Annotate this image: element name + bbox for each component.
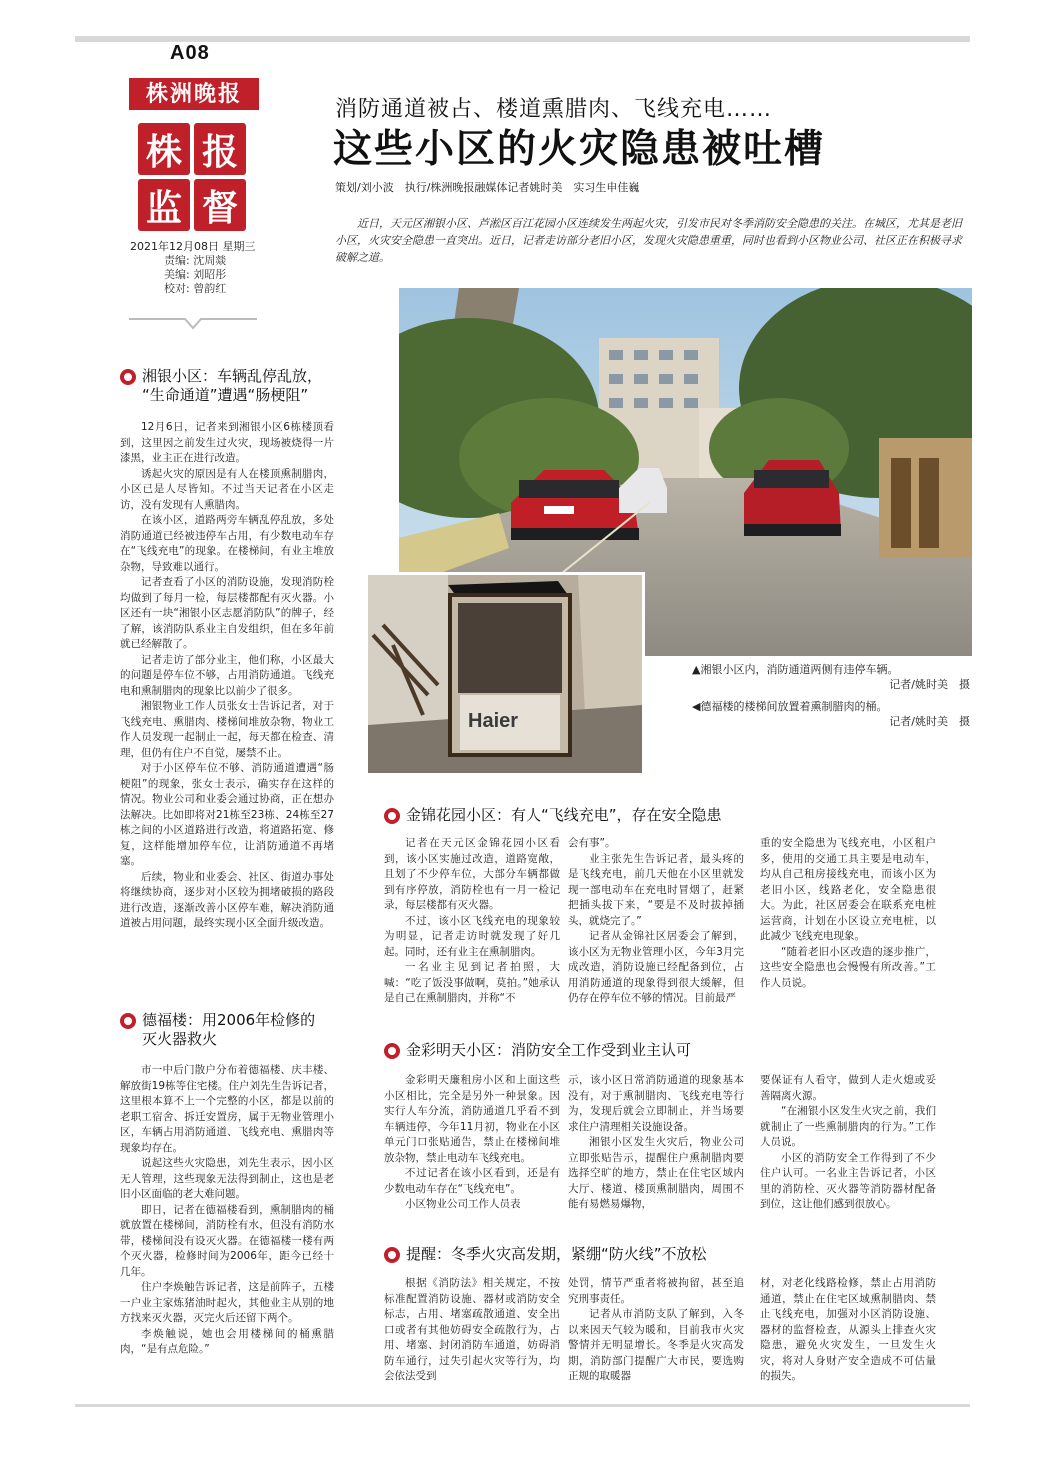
section-bullet-icon xyxy=(384,1043,400,1059)
section-jincai-col3 xyxy=(760,1073,936,1213)
section-defu-header xyxy=(120,1011,315,1049)
paragraph: 湘银小区发生火灾后，物业公司立即张贴告示，提醒住户熏制腊肉要选择空旷的地方，禁止在住宅区域内大厅、楼道、楼顶熏制腊肉，周围不能有易燃易爆物， xyxy=(568,1136,744,1210)
section-jinjin-col2 xyxy=(568,836,744,1007)
chevron-divider-icon xyxy=(129,318,257,330)
section-bullet-icon xyxy=(120,1013,136,1029)
section-jincai-header xyxy=(384,1041,691,1060)
paragraph: 记者从市消防支队了解到，入冬以来因天气较为暖和，目前我市火灾警情并无明显增长。冬季是火灾高发期，消防部门提醒广大市民，要选购正规的取暖器 xyxy=(568,1308,744,1382)
seal-char-2: 报 xyxy=(194,123,246,175)
paragraph: 示，该小区日常消防通道的现象基本没有，对于熏制腊肉、飞线充电等行为，发现后就会立即制止，并当场要求住户清理相关设施设备。 xyxy=(568,1074,744,1133)
paragraph: 不过记者在该小区看到，还是有少数电动车存在“飞线充电”。 xyxy=(384,1167,560,1195)
section-jincai-col2 xyxy=(568,1073,744,1213)
paragraph: “随着老旧小区改造的逐步推广，这些安全隐患也会慢慢有所改善。”工作人员说。 xyxy=(760,945,936,989)
seal-char-1: 株 xyxy=(138,123,190,175)
section-reminder-header xyxy=(384,1245,707,1264)
paragraph: 在该小区，道路两旁车辆乱停乱放，多处消防通道已经被违停车占用，有少数电动车存在“飞线充电”的现象。在楼梯间，有业主堆放杂物，导致难以通行。 xyxy=(120,514,334,573)
section-reminder-col1 xyxy=(384,1276,560,1385)
paragraph: 即日，记者在德福楼看到，熏制腊肉的桶就放置在楼梯间，消防栓有水，但没有消防水带，楼梯间没有设灭火器。在德福楼一楼有两个灭火器，检修时间为2006年，距今已经十几年。 xyxy=(120,1203,334,1278)
paragraph: 市一中后门散户分布着德福楼、庆丰楼、解放街19栋等住宅楼。住户刘先生告诉记者，这里根本算不上一个完整的小区，都是以前的老职工宿舍、拆迁安置房，属于无物业管理小区，车辆占用消防通道、飞线充电、熏腊肉等现象均存在。 xyxy=(120,1064,334,1154)
paragraph: 要保证有人看守，做到人走火熄或妥善隔离火源。 xyxy=(760,1074,936,1102)
section-xiangyin-header xyxy=(120,367,322,405)
seal-char-3: 监 xyxy=(138,179,190,231)
caption-photo1-text: ▲湘银小区内，消防通道两侧有违停车辆。 xyxy=(692,663,899,676)
paragraph: 处罚，情节严重者将被拘留，甚至追究刑事责任。 xyxy=(568,1277,744,1305)
caption-photo2-credit: 记者/姚时美 摄 xyxy=(889,715,970,728)
seal-char-4: 督 xyxy=(194,179,246,231)
paragraph: 记者在天元区金锦花园小区看到，该小区实施过改造，道路宽敞，且划了不少停车位，大部分车辆都做到有序停放，消防栓也有一月一检记录，每层楼都有灭火器。 xyxy=(384,837,560,911)
caption-photo2 xyxy=(692,699,970,729)
paragraph: 记者走访了部分业主，他们称，小区最大的问题是停车位不够，占用消防通道。飞线充电和熏制腊肉的现象比以前少了很多。 xyxy=(120,653,334,697)
paragraph: 一名业主见到记者拍照，大喊：“吃了饭没事做啊，莫拍。”她承认是自己在熏制腊肉，并称“不 xyxy=(384,961,560,1004)
paragraph: 记者查看了小区的消防设施，发现消防栓均做到了每月一检，每层楼都配有灭火器。小区还有一块“湘银小区志愿消防队”的牌子，经了解，该消防队系业主自发组织，但在多年前就已经解散了。 xyxy=(120,576,334,650)
lead-paragraph: 近日，天元区湘银小区、芦淞区百江花园小区连续发生两起火灾，引发市民对冬季消防安全隐患的关注。在城区，尤其是老旧小区，火灾安全隐患一直突出。近日，记者走访部分老旧小区，发现火灾隐患重重，同时也看到小区物业公司、社区正在积极寻求破解之道。 xyxy=(335,217,962,264)
section-defu-title-2: 灭火器救火 xyxy=(142,1030,218,1048)
section-defu-body xyxy=(120,1063,334,1358)
paragraph: 后续，物业和业委会、社区、街道办事处将继续协商，逐步对小区较为拥堵破损的路段进行改造，逐渐改善小区停车难，解决消防通道被占用问题，最终实现小区全面升级改造。 xyxy=(120,870,334,929)
section-bullet-icon xyxy=(384,808,400,824)
masthead-logo: 株洲晚报 xyxy=(129,78,259,110)
issue-date: 2021年12月08日 星期三 xyxy=(130,240,256,253)
paragraph: 说起这些火灾隐患，刘先生表示，因小区无人管理，这些现象无法得到制止，这也是老旧小区面临的老大难问题。 xyxy=(120,1157,334,1200)
issue-meta xyxy=(130,240,270,296)
paragraph: 重的安全隐患为飞线充电，小区租户多，使用的交通工具主要是电动车，均从自己租房接线充电，而该小区为老旧小区，线路老化，安全隐患很大。为此，社区居委会在联系充电桩运营商，计划在小区设立充电桩，以此减少飞线充电现象。 xyxy=(760,837,936,942)
paragraph: 住户李焕触告诉记者，这是前阵子，五楼一户业主家炼猪油时起火，其他业主从别的地方找来灭火器，灭完火后还留下两个。 xyxy=(120,1281,334,1324)
section-xiangyin-body xyxy=(120,420,334,932)
paragraph: 不过，该小区飞线充电的现象较为明显，记者走访时就发现了好几起。同时，还有业主在熏制腊肉。 xyxy=(384,914,560,958)
section-xiangyin-title-2: “生命通道”遭遇“肠梗阻” xyxy=(142,386,309,404)
section-bullet-icon xyxy=(120,369,136,385)
staff-proofreader: 校对: 曾韵红 xyxy=(164,282,227,295)
section-reminder-col2 xyxy=(568,1276,744,1385)
section-jinjin-title: 金锦花园小区：有人“飞线充电”，存在安全隐患 xyxy=(406,806,722,824)
paragraph: 湘银物业工作人员张女士告诉记者，对于飞线充电、熏腊肉、楼梯间堆放杂物，物业工作人员发现一起制止一起，每天都在检查、清理，但仍有住户不自觉，屡禁不止。 xyxy=(120,700,334,759)
section-jinjin-col3 xyxy=(760,836,936,991)
paragraph: 会有事”。 xyxy=(568,837,616,849)
section-jincai-title: 金彩明天小区：消防安全工作受到业主认可 xyxy=(406,1041,692,1059)
section-jinjin-header xyxy=(384,806,722,825)
svg-text:Haier: Haier xyxy=(468,710,519,732)
headline-title: 这些小区的火灾隐患被吐槽 xyxy=(333,127,826,172)
section-reminder-title: 提醒：冬季火灾高发期，紧绷“防火线”不放松 xyxy=(406,1245,707,1263)
page-number: A08 xyxy=(170,42,210,64)
section-jincai-col1 xyxy=(384,1073,560,1213)
caption-photo1-credit: 记者/姚时美 摄 xyxy=(889,678,970,691)
headline-subtitle: 消防通道被占、楼道熏腊肉、飞线充电…… xyxy=(335,97,773,122)
caption-photo1 xyxy=(692,662,970,692)
paragraph: 根据《消防法》相关规定，不按标准配置消防设施、器材或消防安全标志，占用、堵塞疏散通道、安全出口或者有其他妨碍安全疏散行为，占用、堵塞、封闭消防车通道，妨碍消防车通行，过失引起火灾等行为，均会依法受到 xyxy=(384,1277,560,1382)
photo-defu-stairwell xyxy=(365,572,645,776)
paragraph: 12月6日，记者来到湘银小区6栋楼顶看到，这里因之前发生过火灾，现场被烧得一片漆黑，业主正在进行改造。 xyxy=(120,421,334,464)
bottom-rule xyxy=(75,1404,970,1407)
section-jinjin-col1 xyxy=(384,836,560,1007)
section-reminder-col3 xyxy=(760,1276,936,1385)
paragraph: 小区物业公司工作人员表 xyxy=(405,1198,521,1210)
paragraph: 对于小区停车位不够、消防通道遭遇“肠梗阻”的现象，张女士表示，确实存在这样的情况。物业公司和业委会通过协商，正在想办法解决。比如即将对21栋至23栋、24栋至27栋之间的小区道路进行改造，将道路拓宽、修复，这样能增加停车位，让消防通道不再堵塞。 xyxy=(120,762,334,867)
paragraph: 业主张先生告诉记者，最头疼的是飞线充电，前几天他在小区里就发现一部电动车在充电时冒烟了，赶紧把插头拔下来，“要是不及时拔掉插头，就烧完了。” xyxy=(568,852,744,927)
staff-editor: 责编: 沈周燚 xyxy=(164,254,227,267)
paragraph: 记者从金锦社区居委会了解到，该小区为无物业管理小区，今年3月完成改造，消防设施已经配备到位，占用消防通道的现象得到很大缓解，但仍存在停车位不够的情况。目前最严 xyxy=(568,930,744,1004)
paragraph: 材，对老化线路检修，禁止占用消防通道，禁止在住宅区域熏制腊肉、禁止飞线充电，加强对小区消防设施、器材的监督检查，从源头上排查火灾隐患，避免火灾发生，一旦发生火灾，将对人身财产安全造成不可估量的损失。 xyxy=(760,1277,936,1382)
paragraph: 金彩明天廉租房小区和上面这些小区相比，完全是另外一种景象。因实行人车分流，消防通道几乎看不到车辆违停，今年11月初，物业在小区单元门口张贴通告，禁止在楼梯间堆放杂物，禁止电动车飞线充电。 xyxy=(384,1074,560,1164)
paragraph: “在湘银小区发生火灾之前，我们就制止了一些熏制腊肉的行为。”工作人员说。 xyxy=(760,1105,936,1148)
column-seal xyxy=(138,123,246,231)
section-bullet-icon xyxy=(384,1247,400,1263)
paragraph: 小区的消防安全工作得到了不少住户认可。一名业主告诉记者，小区里的消防栓、灭火器等消防器材配备到位，这让他们感到很放心。 xyxy=(760,1151,936,1210)
section-defu-title-1: 德福楼：用2006年检修的 xyxy=(142,1011,316,1029)
byline: 策划/刘小波 执行/株洲晚报融媒体记者姚时美 实习生申佳巍 xyxy=(335,181,640,194)
paragraph: 诱起火灾的原因是有人在楼顶熏制腊肉，小区已是人尽皆知。不过当天记者在小区走访，没有发现有人熏腊肉。 xyxy=(120,467,334,511)
caption-photo2-text: ◀德福楼的楼梯间放置着熏制腊肉的桶。 xyxy=(692,700,888,713)
staff-designer: 美编: 刘昭彤 xyxy=(164,268,227,281)
paragraph: 李焕触说，她也会用楼梯间的桶熏腊肉，“是有点危险。” xyxy=(120,1327,334,1355)
section-xiangyin-title-1: 湘银小区：车辆乱停乱放， xyxy=(142,367,323,385)
